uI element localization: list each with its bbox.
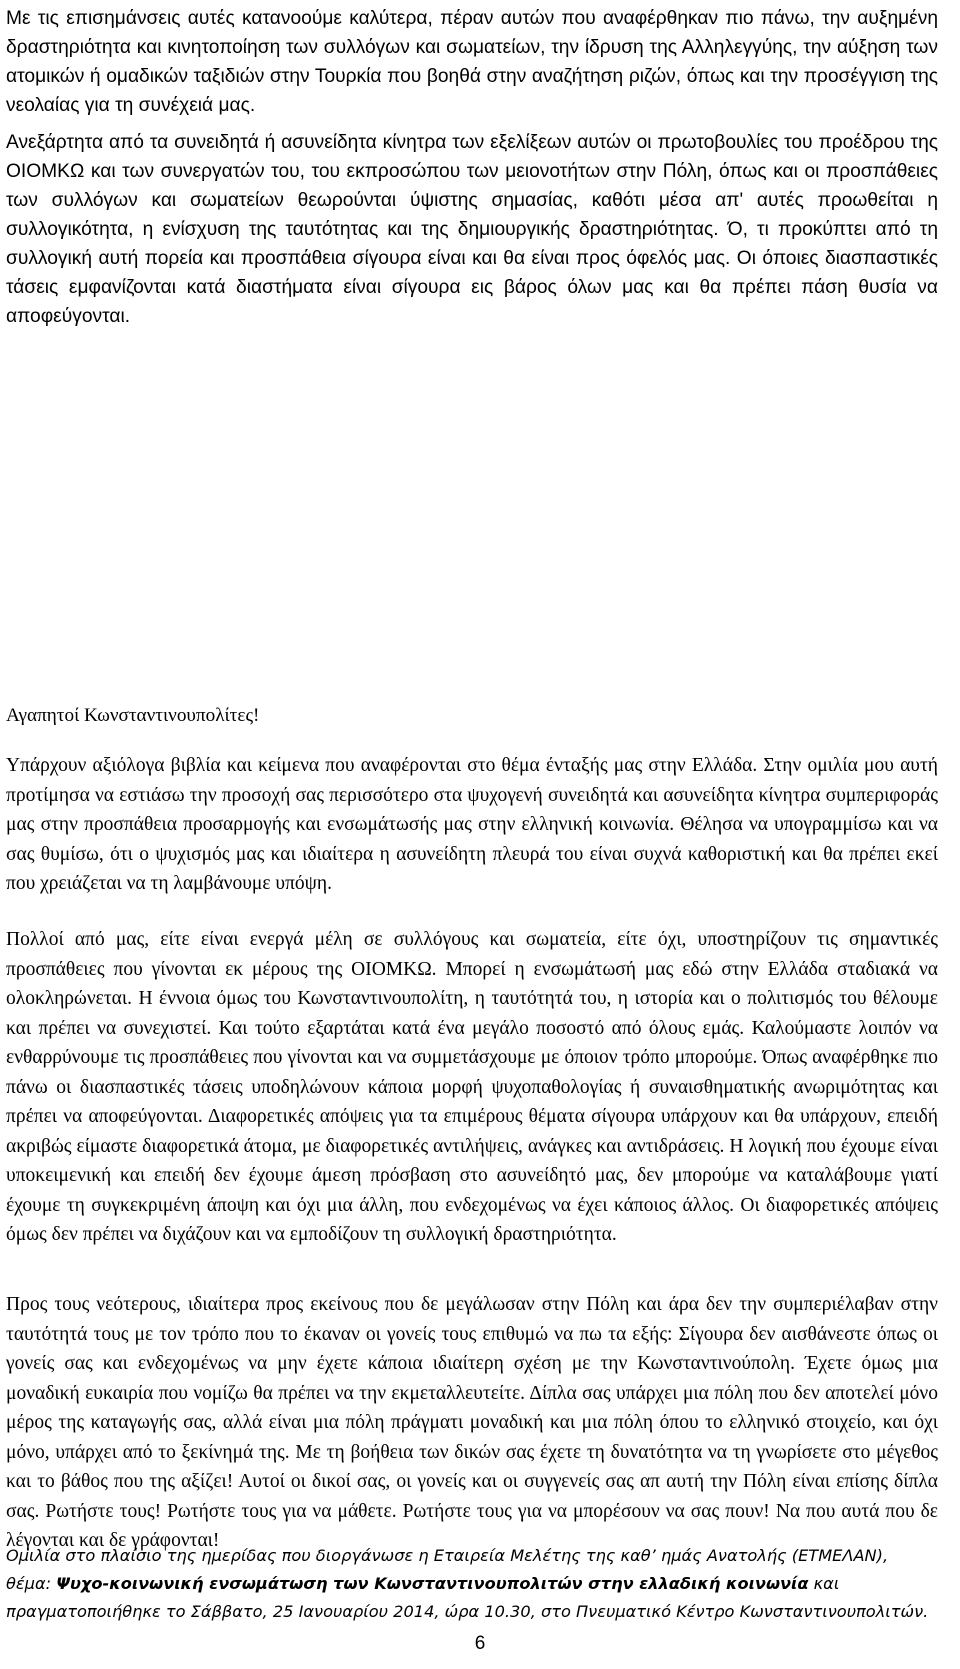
paragraph-salutation: Αγαπητοί Κωνσταντινουπολίτες!: [6, 705, 260, 726]
paragraph-youth: Προς τους νεότερους, ιδιαίτερα προς εκείνους που δε μεγάλωσαν στην Πόλη και άρα δεν την συμπεριέλαβαν στην ταυτότητά τους με τον τρόπο που το έκαναν οι γονείς τους επιθυμώ να πω τα εξής: Σίγουρα δεν αισθάνεστε όπως οι γονείς σας και ενδεχομένως να μην έχετε κάποια ιδιαίτερη σχέση με την Κωνσταντινούπολη. Έχετε όμως μια μοναδική ευκαιρία που νομίζω θα πρέπει να την εκμεταλλευτείτε. Δίπλα σας υπάρχει μια πόλη που δεν αποτελεί μόνο μέρος της καταγωγής σας, αλλά είναι μια πόλη πράγματι μοναδική και μια πόλη όπου το ελληνικό στοιχείο, και όχι μόνο, υπάρχει από το ξεκίνημά της. Με τη βοήθεια των δικών σας έχετε τη δυνατότητα να τη γνωρίσετε στο μέγεθος και το βάθος που της αξίζει! Αυτοί οι δικοί σας, οι γονείς και οι συγγενείς σας απ αυτή την Πόλη είναι επίσης δίπλα σας. Ρωτήστε τους! Ρωτήστε τους για να μάθετε. Ρωτήστε τους για να μπορέσουν να σας πουν! Να που αυτά που δε λέγονται και δε γράφονται!: [6, 1294, 938, 1551]
page-number: 6: [474, 1633, 486, 1654]
paragraph-intro: Με τις επισημάνσεις αυτές κατανοούμε καλύτερα, πέραν αυτών που αναφέρθηκαν πιο πάνω, την αυξημένη δραστηριότητα και κινητοποίηση των συλλόγων και σωματείων, την ίδρυση της Αλληλεγγύης, την αύξηση των ατομικών ή ομαδικών ταξιδιών στην Τουρκία που βοηθά στην αναζήτηση ριζών, όπως και την προσέγγιση της νεολαίας για τη συνέχειά μας.: [6, 8, 938, 116]
footnote-text-end: και πραγματοποιήθηκε το Σάββατο, 25 Ιανουαρίου 2014, ώρα 10.30, στο Πνευματικό Κέντρο Κωνσταντινουπολιτών.: [6, 1574, 929, 1622]
footnote-text-start: Ομιλία στο πλαίσιο της ημερίδας που διοργάνωσε η Εταιρεία Μελέτης της καθ’ ημάς Ανατολής (ΕΤΜΕΛΑΝ), θέμα:: [6, 1546, 889, 1594]
footnote-topic: Ψυχο-κοινωνική ενσωμάτωση των Κωνσταντινουπολιτών στην ελλαδική κοινωνία: [56, 1574, 809, 1594]
footnote: [6, 1542, 938, 1626]
paragraph-associations: Πολλοί από μας, είτε είναι ενεργά μέλη σε συλλόγους και σωματεία, είτε όχι, υποστηρίζουν τις σημαντικές προσπάθειες που γίνονται εκ μέρους της ΟΙΟΜΚΩ. Μπορεί η ενσωμάτωσή μας εδώ στην Ελλάδα σταδιακά να ολοκληρώνεται. Η έννοια όμως του Κωνσταντινουπολίτη, η ταυτότητά του, η ιστορία και ο πολιτισμός του θέλουμε και πρέπει να συνεχιστεί. Και τούτο εξαρτάται κατά ένα μεγάλο ποσοστό από όλους εμάς. Καλούμαστε λοιπόν να ενθαρρύνουμε τις προσπάθειες που γίνονται και να συμμετάσχουμε με όποιον τρόπο μπορούμε. Όπως αναφέρθηκε πιο πάνω οι διασπαστικές τάσεις υποδηλώνουν κάποια μορφή ψυχοπαθολογίας ή συναισθηματικής ανωριμότητας και πρέπει να αποφεύγονται. Διαφορετικές απόψεις για τα επιμέρους θέματα σίγουρα υπάρχουν και θα υπάρχουν, επειδή ακριβώς είμαστε διαφορετικά άτομα, με διαφορετικές αντιλήψεις, ανάγκες και αντιδράσεις. Η λογική που έχουμε είναι υποκειμενική και επειδή δεν έχουμε άμεση πρόσβαση στο ασυνείδητό μας, δεν μπορούμε να καταλάβουμε γιατί έχουμε τη συγκεκριμένη άποψη και όχι μια άλλη, που ενδεχομένως να έχει κάποιος άλλος. Οι διαφορετικές απόψεις όμως δεν πρέπει να διχάζουν και να εμποδίζουν τη συλλογική δραστηριότητα.: [6, 929, 938, 1245]
paragraph-books: Υπάρχουν αξιόλογα βιβλία και κείμενα που αναφέρονται στο θέμα ένταξής μας στην Ελλάδα. Στην ομιλία μου αυτή προτίμησα να εστιάσω την προσοχή σας περισσότερο στα ψυχογενή συνειδητά και ασυνείδητα κίνητρα συμπεριφοράς μας στην προσπάθεια προσαρμογής και ενσωμάτωσής μας στην ελληνική κοινωνία. Θέλησα να υπογραμμίσω και να σας θυμίσω, ότι ο ψυχισμός μας και ιδιαίτερα η ασυνείδητη πλευρά του είναι συχνά καθοριστική και θα πρέπει εκεί που χρειάζεται να τη λαμβάνουμε υπόψη.: [6, 755, 938, 894]
paragraph-initiatives: Ανεξάρτητα από τα συνειδητά ή ασυνείδητα κίνητρα των εξελίξεων αυτών οι πρωτοβουλίες του προέδρου της ΟΙΟΜΚΩ και των συνεργατών του, του εκπροσώπου των μειονοτήτων στην Πόλη, όπως και οι προσπάθειες των συλλόγων και σωματείων θεωρούνται ύψιστης σημασίας, καθότι μέσα απ' αυτές προωθείται η συλλογικότητα, η ενίσχυση της ταυτότητας και της δημιουργικής δραστηριότητας. Ό, τι προκύπτει από τη συλλογική αυτή πορεία και προσπάθεια σίγουρα είναι και θα είναι προς όφελός μας. Οι όποιες διασπαστικές τάσεις εμφανίζονται κατά διαστήματα είναι σίγουρα εις βάρος όλων μας και θα πρέπει πάση θυσία να αποφεύγονται.: [6, 132, 938, 327]
